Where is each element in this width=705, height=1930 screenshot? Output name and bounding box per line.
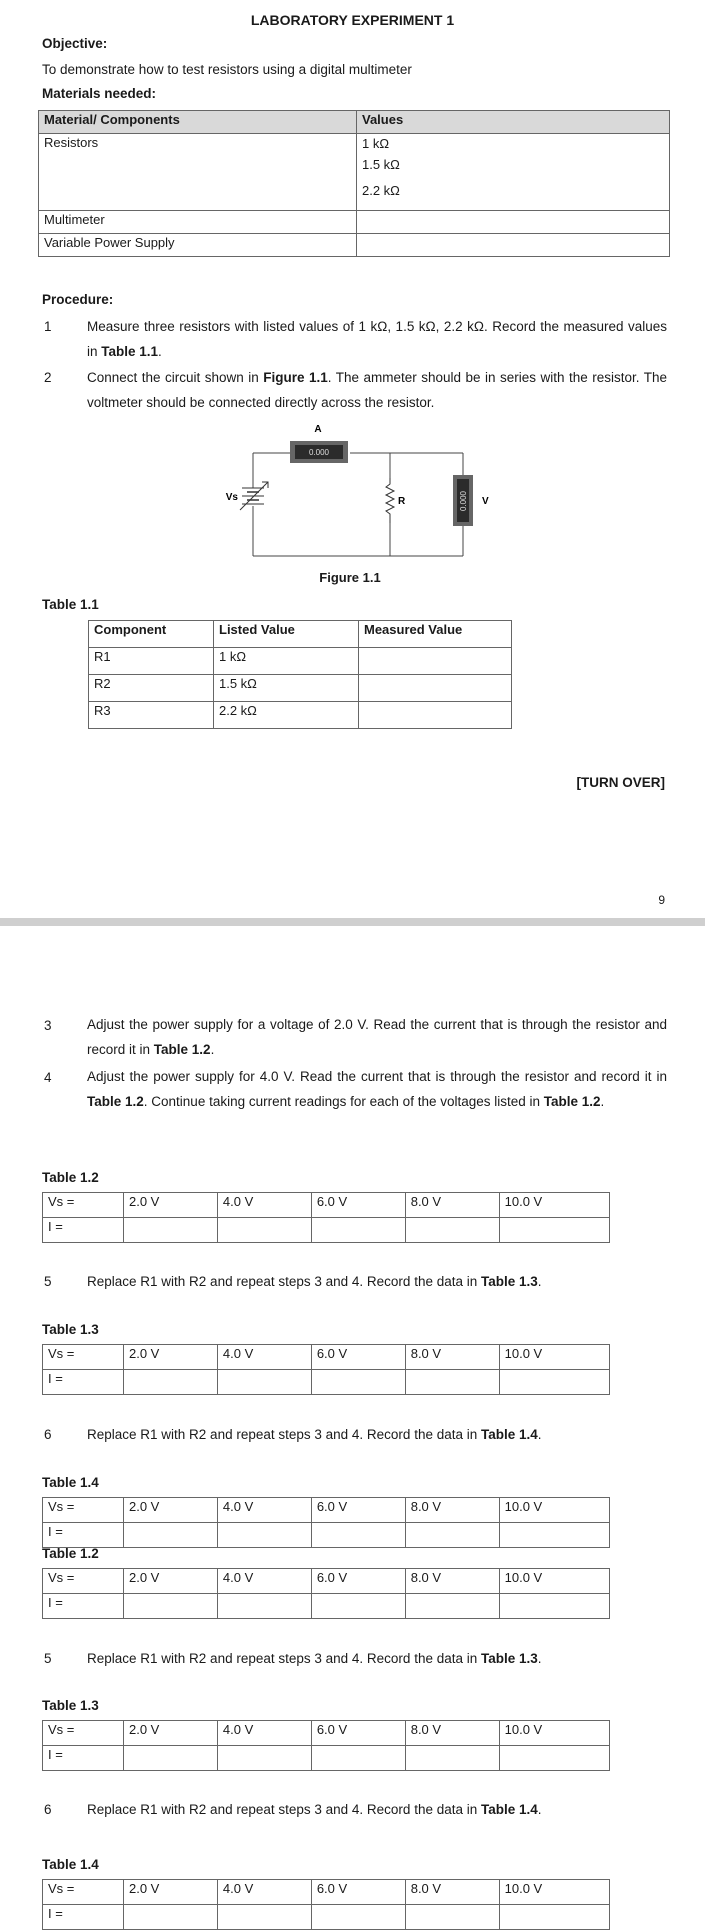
current-cell [405, 1746, 499, 1771]
source-label: Vs [225, 492, 238, 503]
table-1-2 [42, 1192, 610, 1243]
table-1-2 [42, 1568, 610, 1619]
current-cell [499, 1218, 609, 1243]
voltage-cell: 8.0 V [405, 1193, 499, 1218]
voltage-cell: 6.0 V [311, 1193, 405, 1218]
step-number: 5 [44, 1274, 52, 1289]
table-header-cell: Measured Value [359, 621, 512, 648]
table-header-cell: Listed Value [214, 621, 359, 648]
table-cell: 1.5 kΩ [214, 675, 359, 702]
current-cell [124, 1905, 218, 1930]
table-1-4-title: Table 1.4 [42, 1475, 99, 1490]
table-cell: 1 kΩ [214, 648, 359, 675]
table-cell: R1 [89, 648, 214, 675]
document-title: LABORATORY EXPERIMENT 1 [250, 12, 455, 28]
voltage-cell: 6.0 V [311, 1880, 405, 1905]
voltage-cell: 4.0 V [217, 1569, 311, 1594]
step-number: 5 [44, 1651, 52, 1666]
current-cell [311, 1523, 405, 1548]
materials-table [38, 110, 670, 257]
voltage-cell: 8.0 V [405, 1498, 499, 1523]
current-row [43, 1370, 610, 1395]
turn-over-note: [TURN OVER] [576, 775, 665, 790]
step-6-text: Replace R1 with R2 and repeat steps 3 and 4. Record the data in Table 1.4. [87, 1427, 542, 1442]
voltage-cell: 10.0 V [499, 1193, 609, 1218]
voltage-cell: 6.0 V [311, 1498, 405, 1523]
voltage-row [43, 1721, 610, 1746]
materials-header-cell: Values [357, 111, 670, 134]
resistor-symbol [386, 478, 394, 523]
table-row [89, 675, 512, 702]
voltage-cell: 10.0 V [499, 1498, 609, 1523]
voltage-cell: 2.0 V [124, 1880, 218, 1905]
current-label: I = [43, 1905, 124, 1930]
step-5-text: Replace R1 with R2 and repeat steps 3 and 4. Record the data in Table 1.3. [87, 1651, 542, 1666]
current-cell [499, 1594, 609, 1619]
table-1-1-title: Table 1.1 [42, 597, 99, 612]
current-cell [124, 1594, 218, 1619]
figure-caption: Figure 1.1 [319, 570, 381, 585]
objective-heading: Objective: [42, 36, 108, 51]
resistor-label: R [398, 496, 406, 507]
materials-row [39, 134, 670, 211]
step-number: 3 [44, 1018, 52, 1033]
circuit-diagram [200, 418, 520, 578]
materials-item-cell: Resistors [39, 134, 357, 211]
objective-text: To demonstrate how to test resistors using a digital multimeter [42, 62, 412, 77]
voltage-cell: 2.0 V [124, 1569, 218, 1594]
vs-label: Vs = [43, 1880, 124, 1905]
voltage-row [43, 1880, 610, 1905]
current-cell [124, 1746, 218, 1771]
voltage-cell: 6.0 V [311, 1569, 405, 1594]
table-row [89, 648, 512, 675]
voltage-cell: 10.0 V [499, 1345, 609, 1370]
step-3-text: Adjust the power supply for a voltage of 2.0 V. Read the current that is through the resistor and record it in Table 1.2. [87, 1017, 667, 1057]
materials-row [39, 211, 670, 234]
resistor-value: 1.5 kΩ [362, 157, 400, 172]
vs-label: Vs = [43, 1345, 124, 1370]
current-label: I = [43, 1594, 124, 1619]
table-1-4-title: Table 1.4 [42, 1857, 99, 1872]
materials-values-cell [357, 234, 670, 257]
current-cell [217, 1905, 311, 1930]
step-5-text: Replace R1 with R2 and repeat steps 3 and 4. Record the data in Table 1.3. [87, 1274, 542, 1289]
table-cell: R3 [89, 702, 214, 729]
voltage-cell: 2.0 V [124, 1193, 218, 1218]
current-cell [499, 1905, 609, 1930]
current-cell [405, 1370, 499, 1395]
current-cell [405, 1905, 499, 1930]
current-cell [217, 1370, 311, 1395]
current-cell [311, 1370, 405, 1395]
voltage-row [43, 1569, 610, 1594]
vs-label: Vs = [43, 1721, 124, 1746]
current-cell [499, 1523, 609, 1548]
current-cell [405, 1218, 499, 1243]
ammeter-label: A [314, 424, 322, 435]
current-label: I = [43, 1370, 124, 1395]
voltage-cell: 8.0 V [405, 1345, 499, 1370]
current-cell [124, 1523, 218, 1548]
page-divider [0, 918, 705, 926]
materials-values-cell [357, 211, 670, 234]
vs-label: Vs = [43, 1498, 124, 1523]
current-row [43, 1218, 610, 1243]
voltage-cell: 6.0 V [311, 1721, 405, 1746]
voltage-cell: 8.0 V [405, 1721, 499, 1746]
current-row [43, 1746, 610, 1771]
voltage-cell: 10.0 V [499, 1721, 609, 1746]
current-cell [499, 1370, 609, 1395]
voltage-row [43, 1193, 610, 1218]
step-number: 4 [44, 1070, 52, 1085]
voltage-cell: 10.0 V [499, 1880, 609, 1905]
ammeter-reading: 0.000 [308, 448, 330, 457]
current-cell [217, 1746, 311, 1771]
voltage-row [43, 1345, 610, 1370]
voltage-cell: 2.0 V [124, 1498, 218, 1523]
page-1 [0, 0, 705, 918]
voltage-cell: 4.0 V [217, 1721, 311, 1746]
current-cell [311, 1905, 405, 1930]
voltage-cell: 8.0 V [405, 1880, 499, 1905]
table-header-cell: Component [89, 621, 214, 648]
voltage-cell: 2.0 V [124, 1721, 218, 1746]
current-cell [124, 1370, 218, 1395]
current-label: I = [43, 1746, 124, 1771]
table-1-4 [42, 1879, 610, 1930]
voltage-cell: 10.0 V [499, 1569, 609, 1594]
table-1-2-title: Table 1.2 [42, 1170, 99, 1185]
materials-header-cell: Material/ Components [39, 111, 357, 134]
materials-heading: Materials needed: [42, 86, 157, 101]
step-number: 6 [44, 1802, 52, 1817]
voltage-cell: 8.0 V [405, 1569, 499, 1594]
current-cell [311, 1594, 405, 1619]
table-1-3-title: Table 1.3 [42, 1322, 99, 1337]
vs-label: Vs = [43, 1193, 124, 1218]
current-cell [217, 1594, 311, 1619]
current-cell [311, 1746, 405, 1771]
voltage-cell: 4.0 V [217, 1880, 311, 1905]
table-cell: 2.2 kΩ [214, 702, 359, 729]
materials-values-cell [357, 134, 670, 211]
vs-label: Vs = [43, 1569, 124, 1594]
table-header-row [89, 621, 512, 648]
table-cell: R2 [89, 675, 214, 702]
voltage-row [43, 1498, 610, 1523]
materials-row [39, 234, 670, 257]
current-cell [499, 1746, 609, 1771]
step-1-text: Measure three resistors with listed values of 1 kΩ, 1.5 kΩ, 2.2 kΩ. Record the measured values in Table 1.1. [87, 319, 667, 359]
step-number: 6 [44, 1427, 52, 1442]
current-row [43, 1594, 610, 1619]
step-4-text: Adjust the power supply for 4.0 V. Read the current that is through the resistor and record it in Table 1.2. Continue taking current readings for each of the voltages listed in Table 1.2. [87, 1069, 667, 1109]
current-cell [217, 1218, 311, 1243]
procedure-heading: Procedure: [42, 292, 114, 307]
page-number: 9 [658, 893, 665, 907]
voltmeter-label: V [482, 496, 489, 507]
table-1-2-title: Table 1.2 [42, 1546, 99, 1561]
table-1-4 [42, 1497, 610, 1548]
table-cell [359, 702, 512, 729]
voltage-cell: 2.0 V [124, 1345, 218, 1370]
current-cell [405, 1523, 499, 1548]
voltmeter-reading: 0.000 [459, 490, 468, 512]
current-cell [311, 1218, 405, 1243]
materials-item-cell: Variable Power Supply [39, 234, 357, 257]
current-cell [124, 1218, 218, 1243]
variable-source-symbol [240, 482, 268, 510]
current-cell [405, 1594, 499, 1619]
voltage-cell: 6.0 V [311, 1345, 405, 1370]
table-cell [359, 648, 512, 675]
page-2 [0, 926, 705, 1920]
voltage-cell: 4.0 V [217, 1498, 311, 1523]
current-row [43, 1523, 610, 1548]
step-number: 2 [44, 370, 52, 385]
step-6-text: Replace R1 with R2 and repeat steps 3 and 4. Record the data in Table 1.4. [87, 1802, 542, 1817]
voltage-cell: 4.0 V [217, 1345, 311, 1370]
table-cell [359, 675, 512, 702]
materials-item-cell: Multimeter [39, 211, 357, 234]
table-row [89, 702, 512, 729]
current-row [43, 1905, 610, 1930]
step-2-text: Connect the circuit shown in Figure 1.1. The ammeter should be in series with the resistor. The voltmeter should be connected directly across the resistor. [87, 370, 667, 410]
current-cell [217, 1523, 311, 1548]
table-1-3 [42, 1344, 610, 1395]
resistor-value: 1 kΩ [362, 136, 390, 151]
resistor-value: 2.2 kΩ [362, 183, 400, 198]
materials-header-row [39, 111, 670, 134]
current-label: I = [43, 1218, 124, 1243]
table-1-1 [88, 620, 512, 729]
table-1-3 [42, 1720, 610, 1771]
table-1-3-title: Table 1.3 [42, 1698, 99, 1713]
step-number: 1 [44, 319, 52, 334]
current-label: I = [43, 1523, 124, 1548]
voltage-cell: 4.0 V [217, 1193, 311, 1218]
